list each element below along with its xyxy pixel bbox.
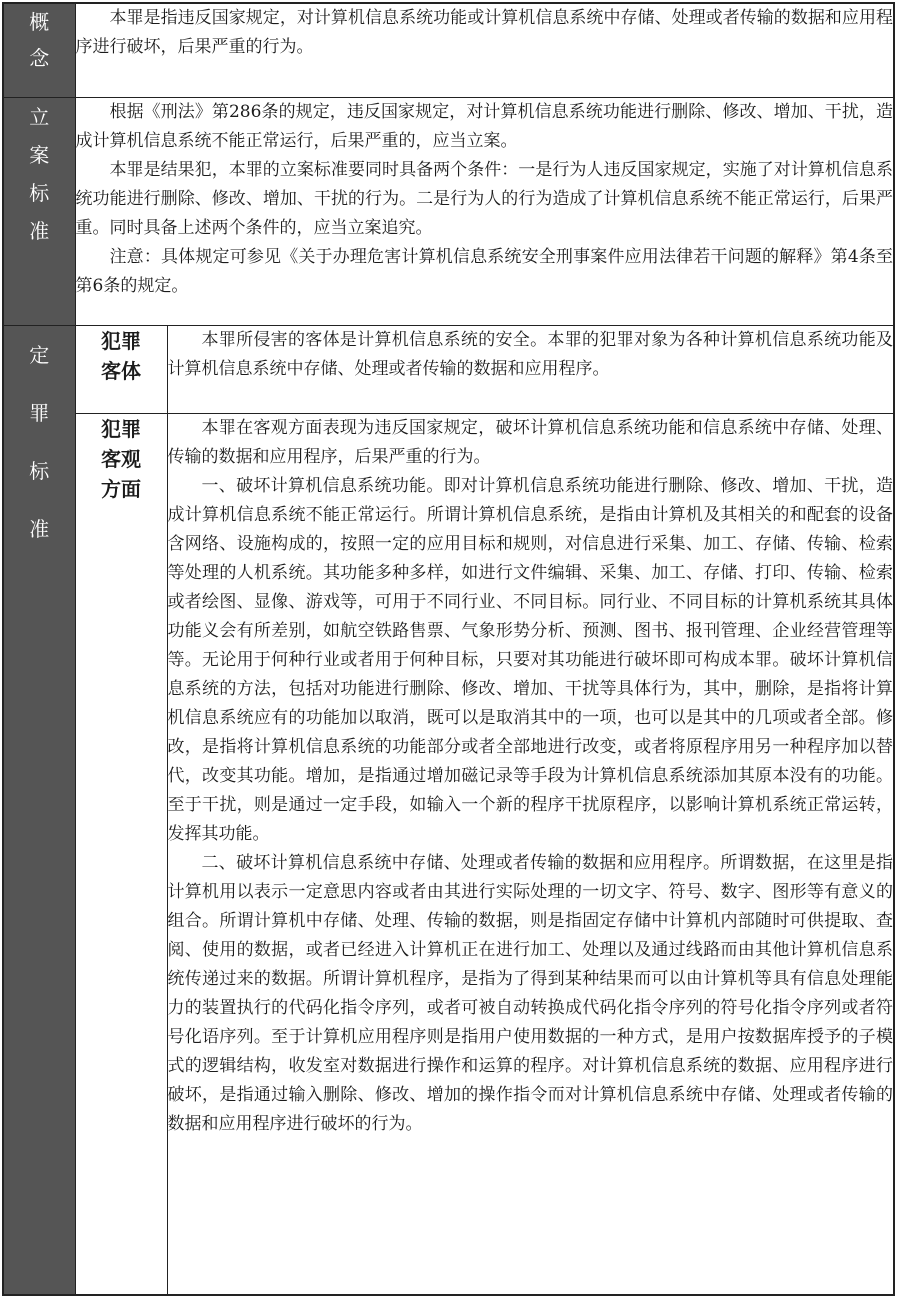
objective-aspect-label: 犯罪客观方面 [101, 416, 141, 501]
crime-standards-table [2, 2, 895, 1296]
filing-standard-content-cell [75, 97, 894, 325]
objective-aspect-row [3, 413, 894, 1295]
concept-row [3, 3, 894, 97]
crime-object-label: 犯罪客体 [101, 328, 141, 383]
filing-standard-row [3, 97, 894, 325]
concept-content-cell [75, 3, 894, 97]
crime-object-content-cell [167, 325, 894, 413]
objective-aspect-content-cell [167, 413, 894, 1295]
objective-paragraph: 二、破坏计算机信息系统中存储、处理或者传输的数据和应用程序。所谓数据，在这里是指计算机用以表示一定意思内容或者由其进行实际处理的一切文字、符号、数字、图形等有意义的组合。所谓计算机中存储、处理、传输的数据，则是指固定存储中计算机内部随时可供提取、查阅、使用的数据，或者已经进入计算机正在进行加工、处理以及通过线路而由其他计算机信息系统传递过来的数据。所谓计算机程序，是指为了得到某种结果而可以由计算机等具有信息处理能力的装置执行的代码化指令序列，或者可被自动转换成代码化指令序列的符号化指令序列或者符号化语序列。至于计算机应用程序则是指用户使用数据的一种方式，是用户按数据库授予的子模式的逻辑结构，收发室对数据进行操作和运算的程序。对计算机信息系统的数据、应用程序进行破坏，是指通过输入删除、修改、增加的操作指令而对计算机信息系统中存储、处理或者传输的数据和应用程序进行破坏的行为。 [167, 852, 893, 1134]
concept-label: 概念 [29, 10, 50, 70]
filing-standard-header-cell [3, 97, 75, 325]
filing-standard-label: 立案标准 [29, 104, 50, 243]
objective-aspect-label-cell [75, 413, 167, 1295]
crime-object-paragraph: 本罪所侵害的客体是计算机信息系统的安全。本罪的犯罪对象为各种计算机信息系统功能及计算机信息系统中存储、处理或者传输的数据和应用程序。 [167, 329, 893, 379]
crime-object-label-cell [75, 325, 167, 413]
filing-paragraph: 根据《刑法》第286条的规定，违反国家规定，对计算机信息系统功能进行删除、修改、增加、干扰，造成计算机信息系统不能正常运行，后果严重的，应当立案。 [75, 101, 893, 151]
filing-paragraph: 本罪是结果犯，本罪的立案标准要同时具备两个条件：一是行为人违反国家规定，实施了对计算机信息系统功能进行删除、修改、增加、干扰的行为。二是行为人的行为造成了计算机信息系统不能正常运行，后果严重。同时具备上述两个条件的，应当立案追究。 [75, 159, 893, 238]
conviction-standard-label: 定罪标准 [29, 342, 50, 541]
concept-paragraph: 本罪是指违反国家规定，对计算机信息系统功能或计算机信息系统中存储、处理或者传输的数据和应用程序进行破坏，后果严重的行为。 [75, 8, 893, 57]
crime-object-row [3, 325, 894, 413]
concept-header-cell [3, 3, 75, 97]
objective-paragraph: 一、破坏计算机信息系统功能。即对计算机信息系统功能进行删除、修改、增加、干扰，造成计算机信息系统不能正常运行。所谓计算机信息系统，是指由计算机及其相关的和配套的设备含网络、设施构成的，按照一定的应用目标和规则，对信息进行采集、加工、存储、传输、检索等处理的人机系统。其功能多种多样，如进行文件编辑、采集、加工、存储、打印、传输、检索或者绘图、显像、游戏等，可用于不同行业、不同目标。同行业、不同目标的计算机系统其具体功能义会有所差别，如航空铁路售票、气象形势分析、预测、图书、报刊管理、企业经营管理等等。无论用于何种行业或者用于何种目标，只要对其功能进行破坏即可构成本罪。破坏计算机信息系统的方法，包括对功能进行删除、修改、增加、干扰等具体行为，其中，删除，是指将计算机信息系统应有的功能加以取消，既可以是取消其中的一项，也可以是其中的几项或者全部。修改，是指将计算机信息系统的功能部分或者全部地进行改变，或者将原程序用另一种程序加以替代，改变其功能。增加，是指通过增加磁记录等手段为计算机信息系统添加其原本没有的功能。至于干扰，则是通过一定手段，如输入一个新的程序干扰原程序，以影响计算机系统正常运转，发挥其功能。 [167, 475, 893, 844]
conviction-standard-header-cell [3, 325, 75, 1295]
objective-paragraph: 本罪在客观方面表现为违反国家规定，破坏计算机信息系统功能和信息系统中存储、处理、传输的数据和应用程序，后果严重的行为。 [167, 417, 893, 467]
filing-paragraph: 注意：具体规定可参见《关于办理危害计算机信息系统安全刑事案件应用法律若干问题的解释》第4条至第6条的规定。 [75, 246, 893, 296]
